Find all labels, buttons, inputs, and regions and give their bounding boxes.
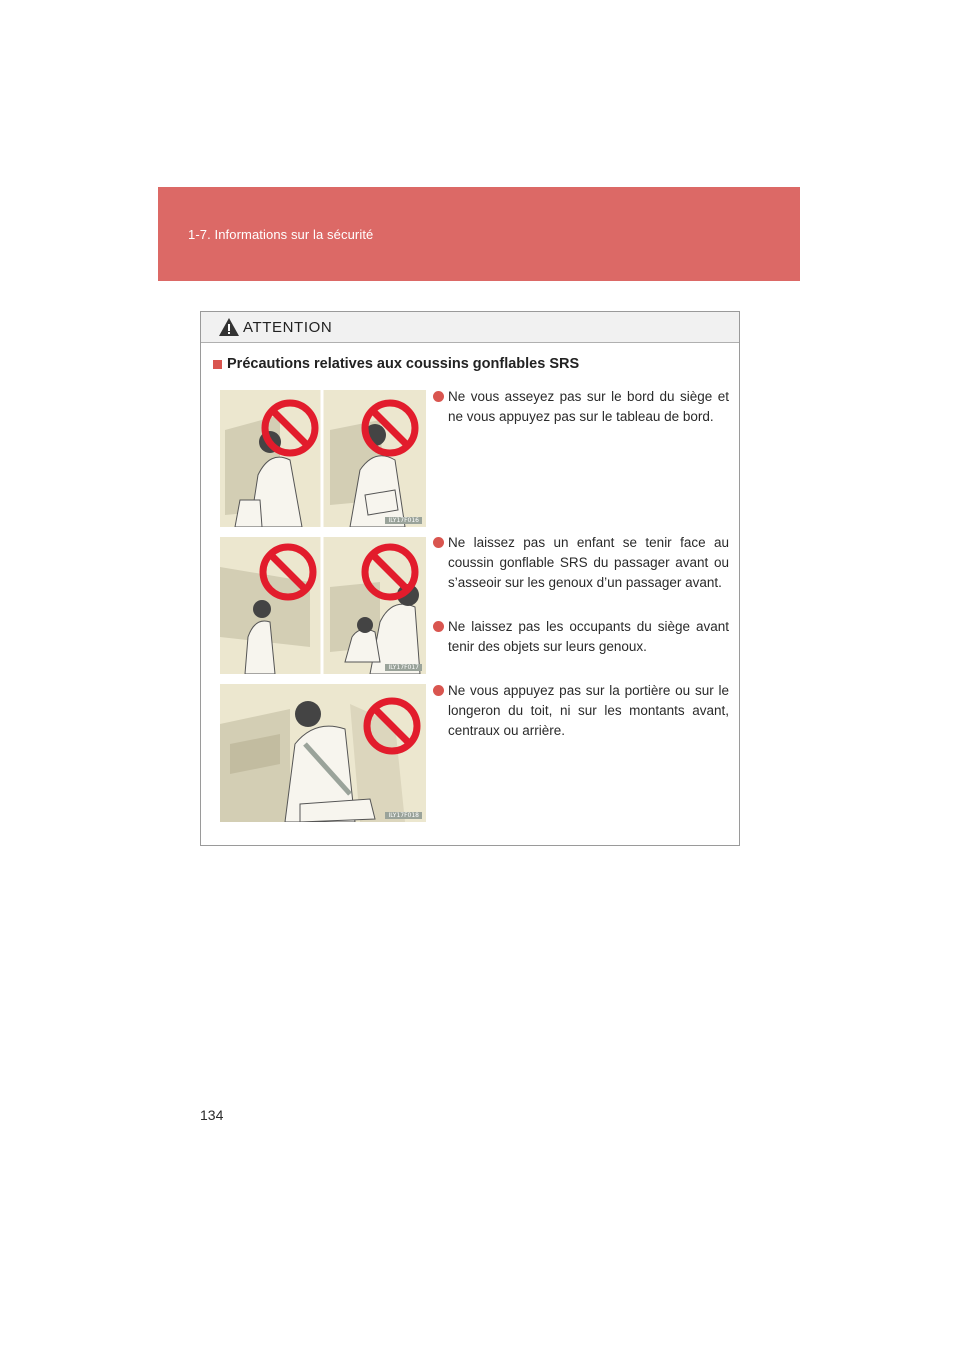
square-bullet-icon bbox=[213, 360, 222, 369]
attention-header bbox=[201, 312, 739, 343]
illustration-door-lean bbox=[220, 684, 426, 822]
warning-triangle-icon bbox=[218, 317, 240, 337]
bullet-dot-icon bbox=[433, 621, 444, 632]
bullet-item bbox=[433, 617, 729, 657]
child-drawing bbox=[220, 537, 426, 674]
illustration-child bbox=[220, 537, 426, 674]
bullet-item bbox=[433, 533, 729, 593]
door-lean-drawing bbox=[220, 684, 426, 822]
bullet-dot-icon bbox=[433, 391, 444, 402]
subheading-text: Précautions relatives aux coussins gonflables SRS bbox=[227, 356, 580, 372]
bullet-text: Ne vous appuyez pas sur la portière ou sur le longeron du toit, ni sur les montants avant, centraux ou arrière. bbox=[448, 683, 729, 738]
bullet-text: Ne laissez pas un enfant se tenir face au coussin gonflable SRS du passager avant ou s’asseoir sur les genoux d’un passager avant. bbox=[448, 535, 729, 590]
bullet-item bbox=[433, 387, 729, 427]
bullet-dot-icon bbox=[433, 685, 444, 696]
bullet-text: Ne laissez pas les occupants du siège avant tenir des objets sur leurs genoux. bbox=[448, 619, 729, 654]
illustration-code: ILY17F016 bbox=[385, 517, 422, 524]
illustration-code: ILY17F017 bbox=[385, 664, 422, 671]
attention-label: ATTENTION bbox=[243, 319, 333, 336]
attention-box bbox=[200, 311, 740, 846]
page-number: 134 bbox=[200, 1107, 224, 1123]
bullet-item bbox=[433, 681, 729, 741]
illustration-seat-edge bbox=[220, 390, 426, 527]
section-title: 1-7. Informations sur la sécurité bbox=[188, 227, 374, 242]
seat-edge-drawing bbox=[220, 390, 426, 527]
bullet-dot-icon bbox=[433, 537, 444, 548]
bullet-text: Ne vous asseyez pas sur le bord du siège et ne vous appuyez pas sur le tableau de bord. bbox=[448, 389, 729, 424]
subheading bbox=[213, 356, 579, 372]
header-band bbox=[158, 187, 800, 281]
illustration-code: ILY17F018 bbox=[385, 812, 422, 819]
